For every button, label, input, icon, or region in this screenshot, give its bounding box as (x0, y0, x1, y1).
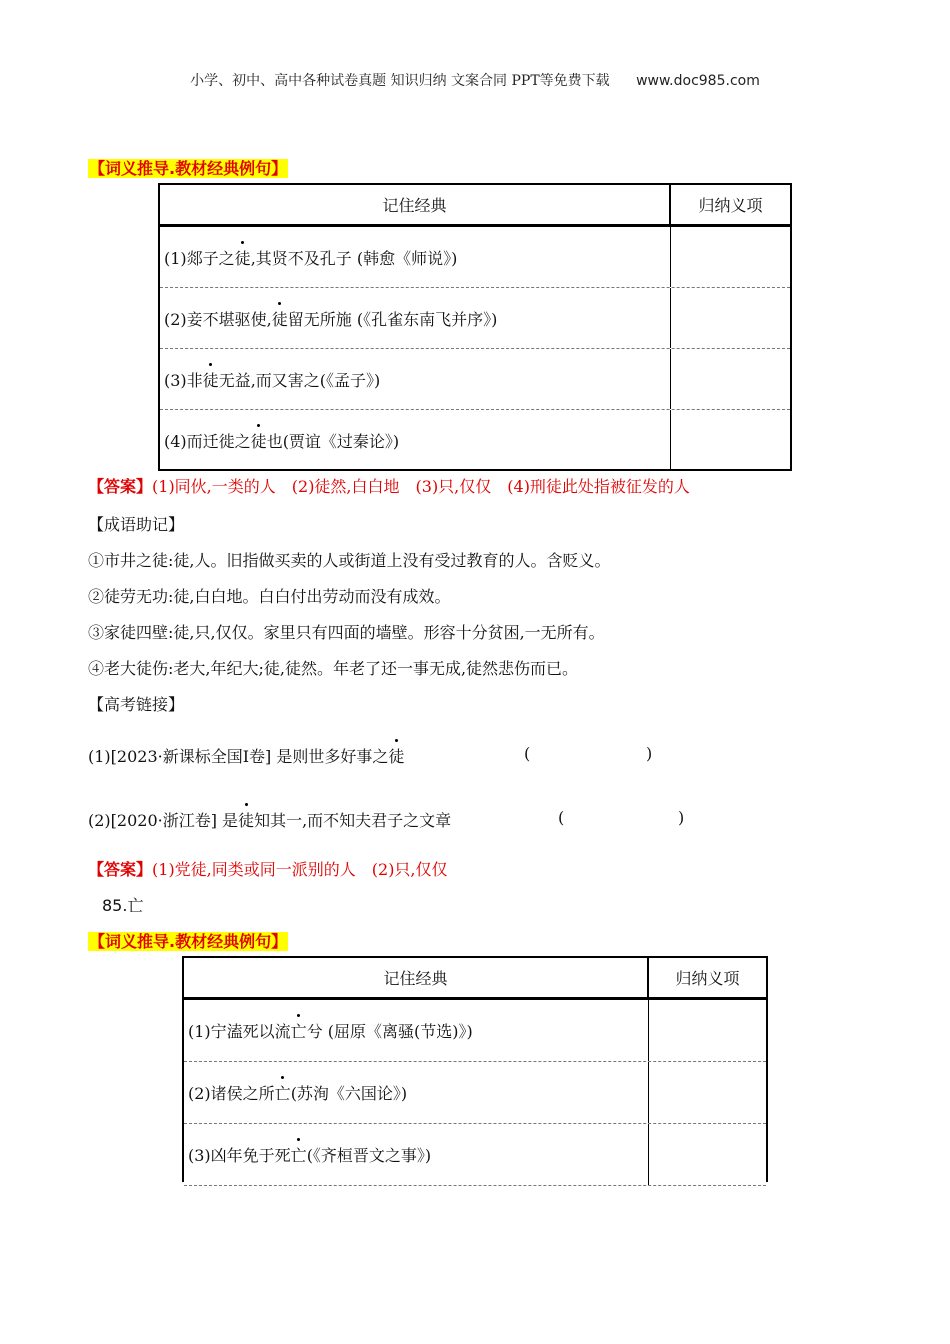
dotted-word: 徒 (272, 307, 288, 330)
section2-title: 【词义推导.教材经典例句】 (89, 932, 288, 951)
idiom-item: ③家徒四壁:徒,只,仅仅。家里只有四面的墙壁。形容十分贫困,一无所有。 (88, 623, 605, 642)
table-1-col2-header: 归纳义项 (698, 196, 763, 215)
answer-text: (1)党徒,同类或同一派别的人 (2)只,仅仅 (152, 860, 448, 879)
header-text: 小学、初中、高中各种试卷真题 知识归纳 文案合同 PPT等免费下载 (190, 73, 610, 89)
sentence-text: (《齐桓晋文之事》) (306, 1146, 432, 1165)
table-1-header (160, 185, 790, 227)
table-cell-meaning[interactable] (671, 288, 790, 348)
table-row (184, 1062, 766, 1124)
answer-blank[interactable] (572, 808, 676, 830)
sentence-text: (3)凶年免于死 (188, 1146, 291, 1165)
table-cell-sentence (160, 288, 671, 348)
gaokao-title: 【高考链接】 (88, 695, 185, 714)
table-2-col2-header: 归纳义项 (675, 969, 740, 988)
table-cell-sentence (160, 410, 671, 470)
answer-tag: 【答案】 (88, 477, 153, 496)
dotted-word: 徒 (238, 808, 254, 831)
sentence-text: (2)诸侯之所 (188, 1084, 275, 1103)
sentence-text: (1)宁溘死以流 (188, 1022, 291, 1041)
table-row (184, 1124, 766, 1186)
sentence-text: (3)非 (164, 370, 203, 390)
answer-2 (88, 857, 448, 880)
gaokao-text: (1)[2023·新课标全国Ⅰ卷] 是则世多好事之 (88, 747, 389, 766)
gaokao-text: 知其一,而不知夫君子之文章 (254, 811, 452, 830)
sentence-text: 也(贾谊《过秦论》) (266, 431, 400, 451)
table-cell-sentence (160, 227, 671, 287)
dotted-word: 亡 (291, 1019, 307, 1042)
table-cell-sentence (184, 1062, 649, 1123)
sentence-text: 留无所施 (《孔雀东南飞并序》) (287, 309, 498, 329)
table-row (184, 1000, 766, 1062)
section2-title-wrap (88, 929, 288, 952)
answer-blank[interactable] (538, 744, 642, 766)
answer-1 (88, 474, 690, 497)
gaokao-text: (2)[2020·浙江卷] 是 (88, 811, 239, 830)
table-cell-meaning[interactable] (671, 227, 790, 287)
table-cell-sentence (184, 1000, 649, 1061)
table-row (160, 410, 790, 470)
table-row (160, 349, 790, 410)
table-2-col1-header: 记住经典 (184, 958, 649, 997)
table-cell-meaning[interactable] (649, 1124, 766, 1185)
gaokao-item (88, 744, 404, 767)
sentence-text: 兮 (屈原《离骚(节选)》) (306, 1022, 473, 1041)
dotted-word: 徒 (388, 744, 404, 767)
table-1 (158, 183, 792, 471)
dotted-word: 徒 (251, 429, 267, 452)
table-cell-meaning[interactable] (649, 1062, 766, 1123)
table-cell-meaning[interactable] (649, 1000, 766, 1061)
sentence-text: 无益,而又害之(《孟子》) (218, 370, 381, 390)
table-1-col1-header: 记住经典 (160, 185, 671, 224)
blank-open: ( (558, 808, 565, 827)
sentence-text: (苏洵《六国论》) (290, 1084, 408, 1103)
table-cell-meaning[interactable] (671, 349, 790, 409)
sentence-text: ,其贤不及孔子 (韩愈《师说》) (250, 248, 458, 268)
section1-title-wrap (88, 156, 288, 179)
answer-tag: 【答案】 (88, 860, 153, 879)
idiom-item: ④老大徒伤:老大,年纪大;徒,徒然。年老了还一事无成,徒然悲伤而已。 (88, 659, 579, 678)
answer-text: (1)同伙,一类的人 (2)徒然,白白地 (3)只,仅仅 (4)刑徒此处指被征发的人 (152, 477, 690, 496)
table-2-header (184, 958, 766, 1000)
sentence-text: (2)妾不堪驱使, (164, 309, 272, 329)
entry-number-title: 85.亡 (102, 896, 144, 915)
idiom-item: ②徒劳无功:徒,白白地。白白付出劳动而没有成效。 (88, 587, 451, 606)
idiom-item: ①市井之徒:徒,人。旧指做买卖的人或街道上没有受过教育的人。含贬义。 (88, 551, 611, 570)
header-url[interactable]: www.doc985.com (636, 73, 760, 89)
sentence-text: (4)而迁徙之 (164, 431, 251, 451)
table-row (160, 288, 790, 349)
blank-close: ) (646, 744, 653, 763)
table-2 (182, 956, 768, 1182)
sentence-text: (1)郯子之 (164, 248, 235, 268)
blank-open: ( (524, 744, 531, 763)
idiom-title: 【成语助记】 (88, 515, 185, 534)
blank-close: ) (678, 808, 685, 827)
section1-title: 【词义推导.教材经典例句】 (89, 159, 288, 178)
table-row (160, 227, 790, 288)
dotted-word: 徒 (235, 246, 251, 269)
dotted-word: 徒 (203, 368, 219, 391)
table-cell-meaning[interactable] (671, 410, 790, 470)
table-cell-sentence (184, 1124, 649, 1185)
table-cell-sentence (160, 349, 671, 409)
gaokao-item (88, 808, 451, 831)
dotted-word: 亡 (291, 1143, 307, 1166)
dotted-word: 亡 (275, 1081, 291, 1104)
page-header (0, 70, 950, 90)
